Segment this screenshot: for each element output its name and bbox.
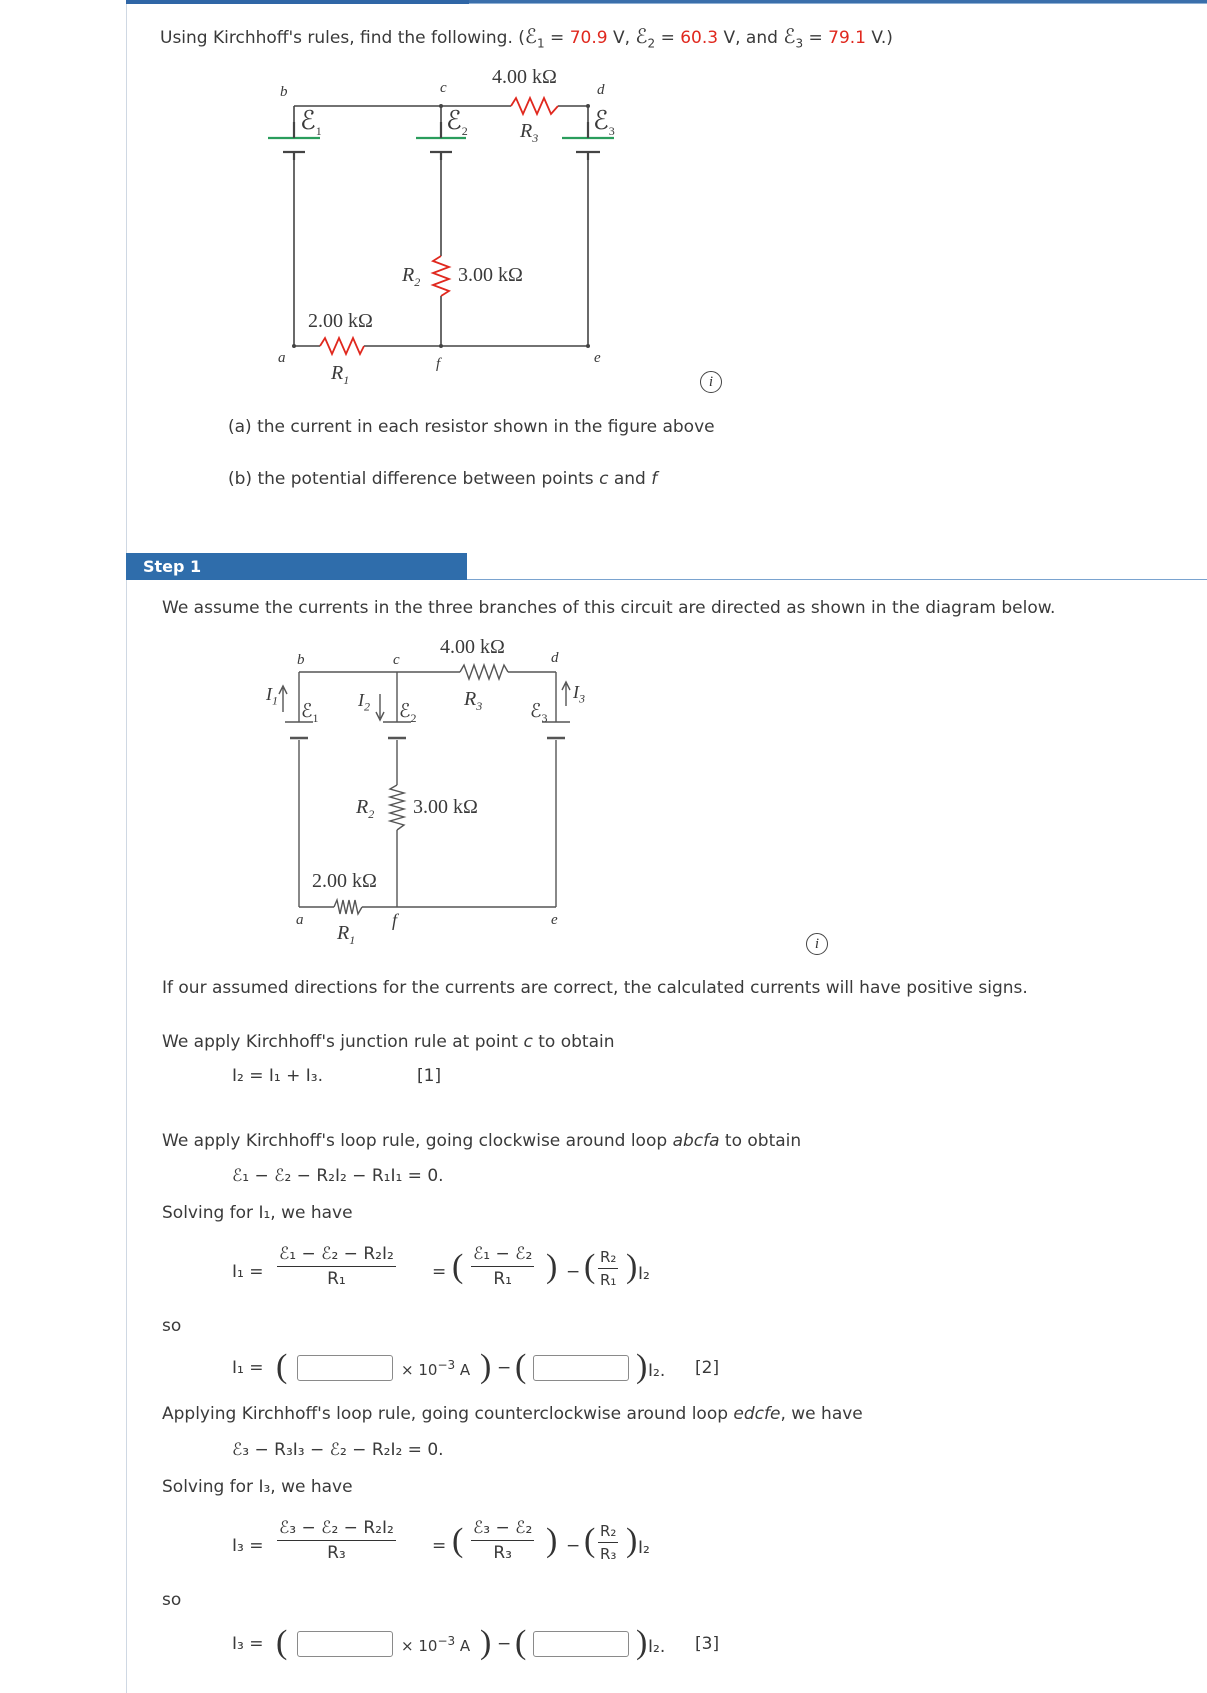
fig1-emf1-label: ℰ$_1$ (300, 106, 322, 139)
fig2-r3-label: $R_3$ (464, 688, 483, 713)
fig2-point-a: a (296, 912, 304, 928)
current-i2-label: $I_2$ (358, 690, 370, 714)
eq-tag-3: [3] (695, 1634, 720, 1654)
positive-note: If our assumed directions for the currents are correct, the calculated currents will have positive signs. (162, 978, 1028, 998)
fig2-point-d: d (551, 650, 559, 666)
i3-fraction: ℰ₃ − ℰ₂ − R₂I₂ R₃ (279, 1518, 394, 1563)
fig2-point-b: b (297, 652, 305, 668)
emf3-value: 79.1 (828, 28, 866, 48)
fig1-r3-value: 4.00 kΩ (492, 66, 557, 88)
i1-lhs-2: I₁ = (232, 1358, 264, 1378)
part-b-text: (b) the potential difference between points c and f (228, 469, 658, 489)
i3-multiplier: × $10^{-3}$ A (401, 1634, 471, 1655)
fig2-r3-value: 4.00 kΩ (440, 636, 505, 658)
eq-tag-1: [1] (417, 1066, 442, 1086)
fig2-point-f: f (392, 910, 398, 930)
fig1-r1-value: 2.00 kΩ (308, 310, 373, 332)
fig1-emf3-label: ℰ$_3$ (593, 106, 615, 139)
i1-fraction-3: $\frac{\text{R₂}}{\text{R₁}}$ (600, 1248, 617, 1289)
fig1-point-f: f (436, 356, 441, 372)
i3-lhs-2: I₃ = (232, 1634, 264, 1654)
so-label-2: so (162, 1590, 182, 1610)
i1-coefficient-input[interactable] (533, 1355, 629, 1381)
fig2-point-e: e (551, 912, 558, 928)
i1-multiplier: × $10^{-3}$ A (401, 1358, 471, 1379)
i3-coefficient-input[interactable] (533, 1631, 629, 1657)
fig2-point-c: c (393, 652, 400, 668)
loop1-intro: We apply Kirchhoff's loop rule, going clockwise around loop abcfa to obtain (162, 1131, 802, 1151)
i3-constant-input[interactable] (297, 1631, 393, 1657)
i1-constant-input[interactable] (297, 1355, 393, 1381)
fig2-r2-value: 3.00 kΩ (413, 796, 478, 818)
fig1-point-a: a (278, 350, 286, 366)
step-1-tab: Step 1 (126, 553, 467, 580)
fig1-r3-label: $R_3$ (520, 120, 539, 145)
info-icon[interactable]: i (700, 371, 722, 393)
eq-tag-2: [2] (695, 1358, 720, 1378)
junction-intro: We apply Kirchhoff's junction rule at point c to obtain (162, 1032, 615, 1052)
question-statement: Using Kirchhoff's rules, find the following. (ℰ$_1$ = 70.9 V, ℰ$_2$ = 60.3 V, and ℰ$_3$ = 79.1 V.) (160, 26, 893, 51)
fig1-point-b: b (280, 84, 288, 100)
fig1-emf2-label: ℰ$_2$ (446, 106, 468, 139)
fig2-r1-label: $R_1$ (337, 922, 356, 947)
fig2-emf2-label: ℰ$_2$ (399, 701, 417, 725)
loop2-intro: Applying Kirchhoff's loop rule, going counterclockwise around loop edcfe, we have (162, 1404, 863, 1424)
emf1-value: 70.9 (569, 28, 608, 48)
solve-i3-text: Solving for I₃, we have (162, 1477, 353, 1497)
so-label-1: so (162, 1316, 182, 1336)
junction-equation: I₂ = I₁ + I₃. (232, 1066, 323, 1086)
i3-lhs: I₃ = (232, 1536, 264, 1556)
part-a-text: (a) the current in each resistor shown in the figure above (228, 417, 715, 437)
fig2-r1-value: 2.00 kΩ (312, 870, 377, 892)
loop1-equation: ℰ₁ − ℰ₂ − R₂I₂ − R₁I₁ = 0. (232, 1166, 444, 1186)
fig1-r1-label: $R_1$ (331, 362, 350, 387)
fig2-r2-label: $R_2$ (356, 796, 375, 821)
assume-text: We assume the currents in the three branches of this circuit are directed as shown in the diagram below. (162, 598, 1056, 618)
current-i3-label: $I_3$ (573, 682, 585, 706)
i1-fraction: ℰ₁ − ℰ₂ − R₂I₂ R₁ (279, 1244, 394, 1289)
loop2-equation: ℰ₃ − R₃I₃ − ℰ₂ − R₂I₂ = 0. (232, 1440, 444, 1460)
fig1-point-c: c (440, 80, 447, 96)
info-icon-2[interactable]: i (806, 933, 828, 955)
current-i1-label: $I_1$ (266, 684, 278, 708)
i3-fraction-2: ℰ₃ − ℰ₂ R₃ (473, 1518, 533, 1563)
i1-fraction-2: ℰ₁ − ℰ₂ R₁ (473, 1244, 533, 1289)
fig1-point-d: d (597, 82, 605, 98)
fig1-r2-value: 3.00 kΩ (458, 264, 523, 286)
fig1-point-e: e (594, 350, 601, 366)
solve-i1-text: Solving for I₁, we have (162, 1203, 353, 1223)
i1-lhs: I₁ = (232, 1262, 264, 1282)
i3-fraction-3: $\frac{\text{R₂}}{\text{R₃}}$ (600, 1522, 617, 1563)
fig2-emf1-label: ℰ$_1$ (301, 701, 319, 725)
fig2-emf3-label: ℰ$_3$ (530, 701, 548, 725)
fig1-r2-label: $R_2$ (402, 264, 421, 289)
emf2-value: 60.3 (680, 28, 719, 48)
